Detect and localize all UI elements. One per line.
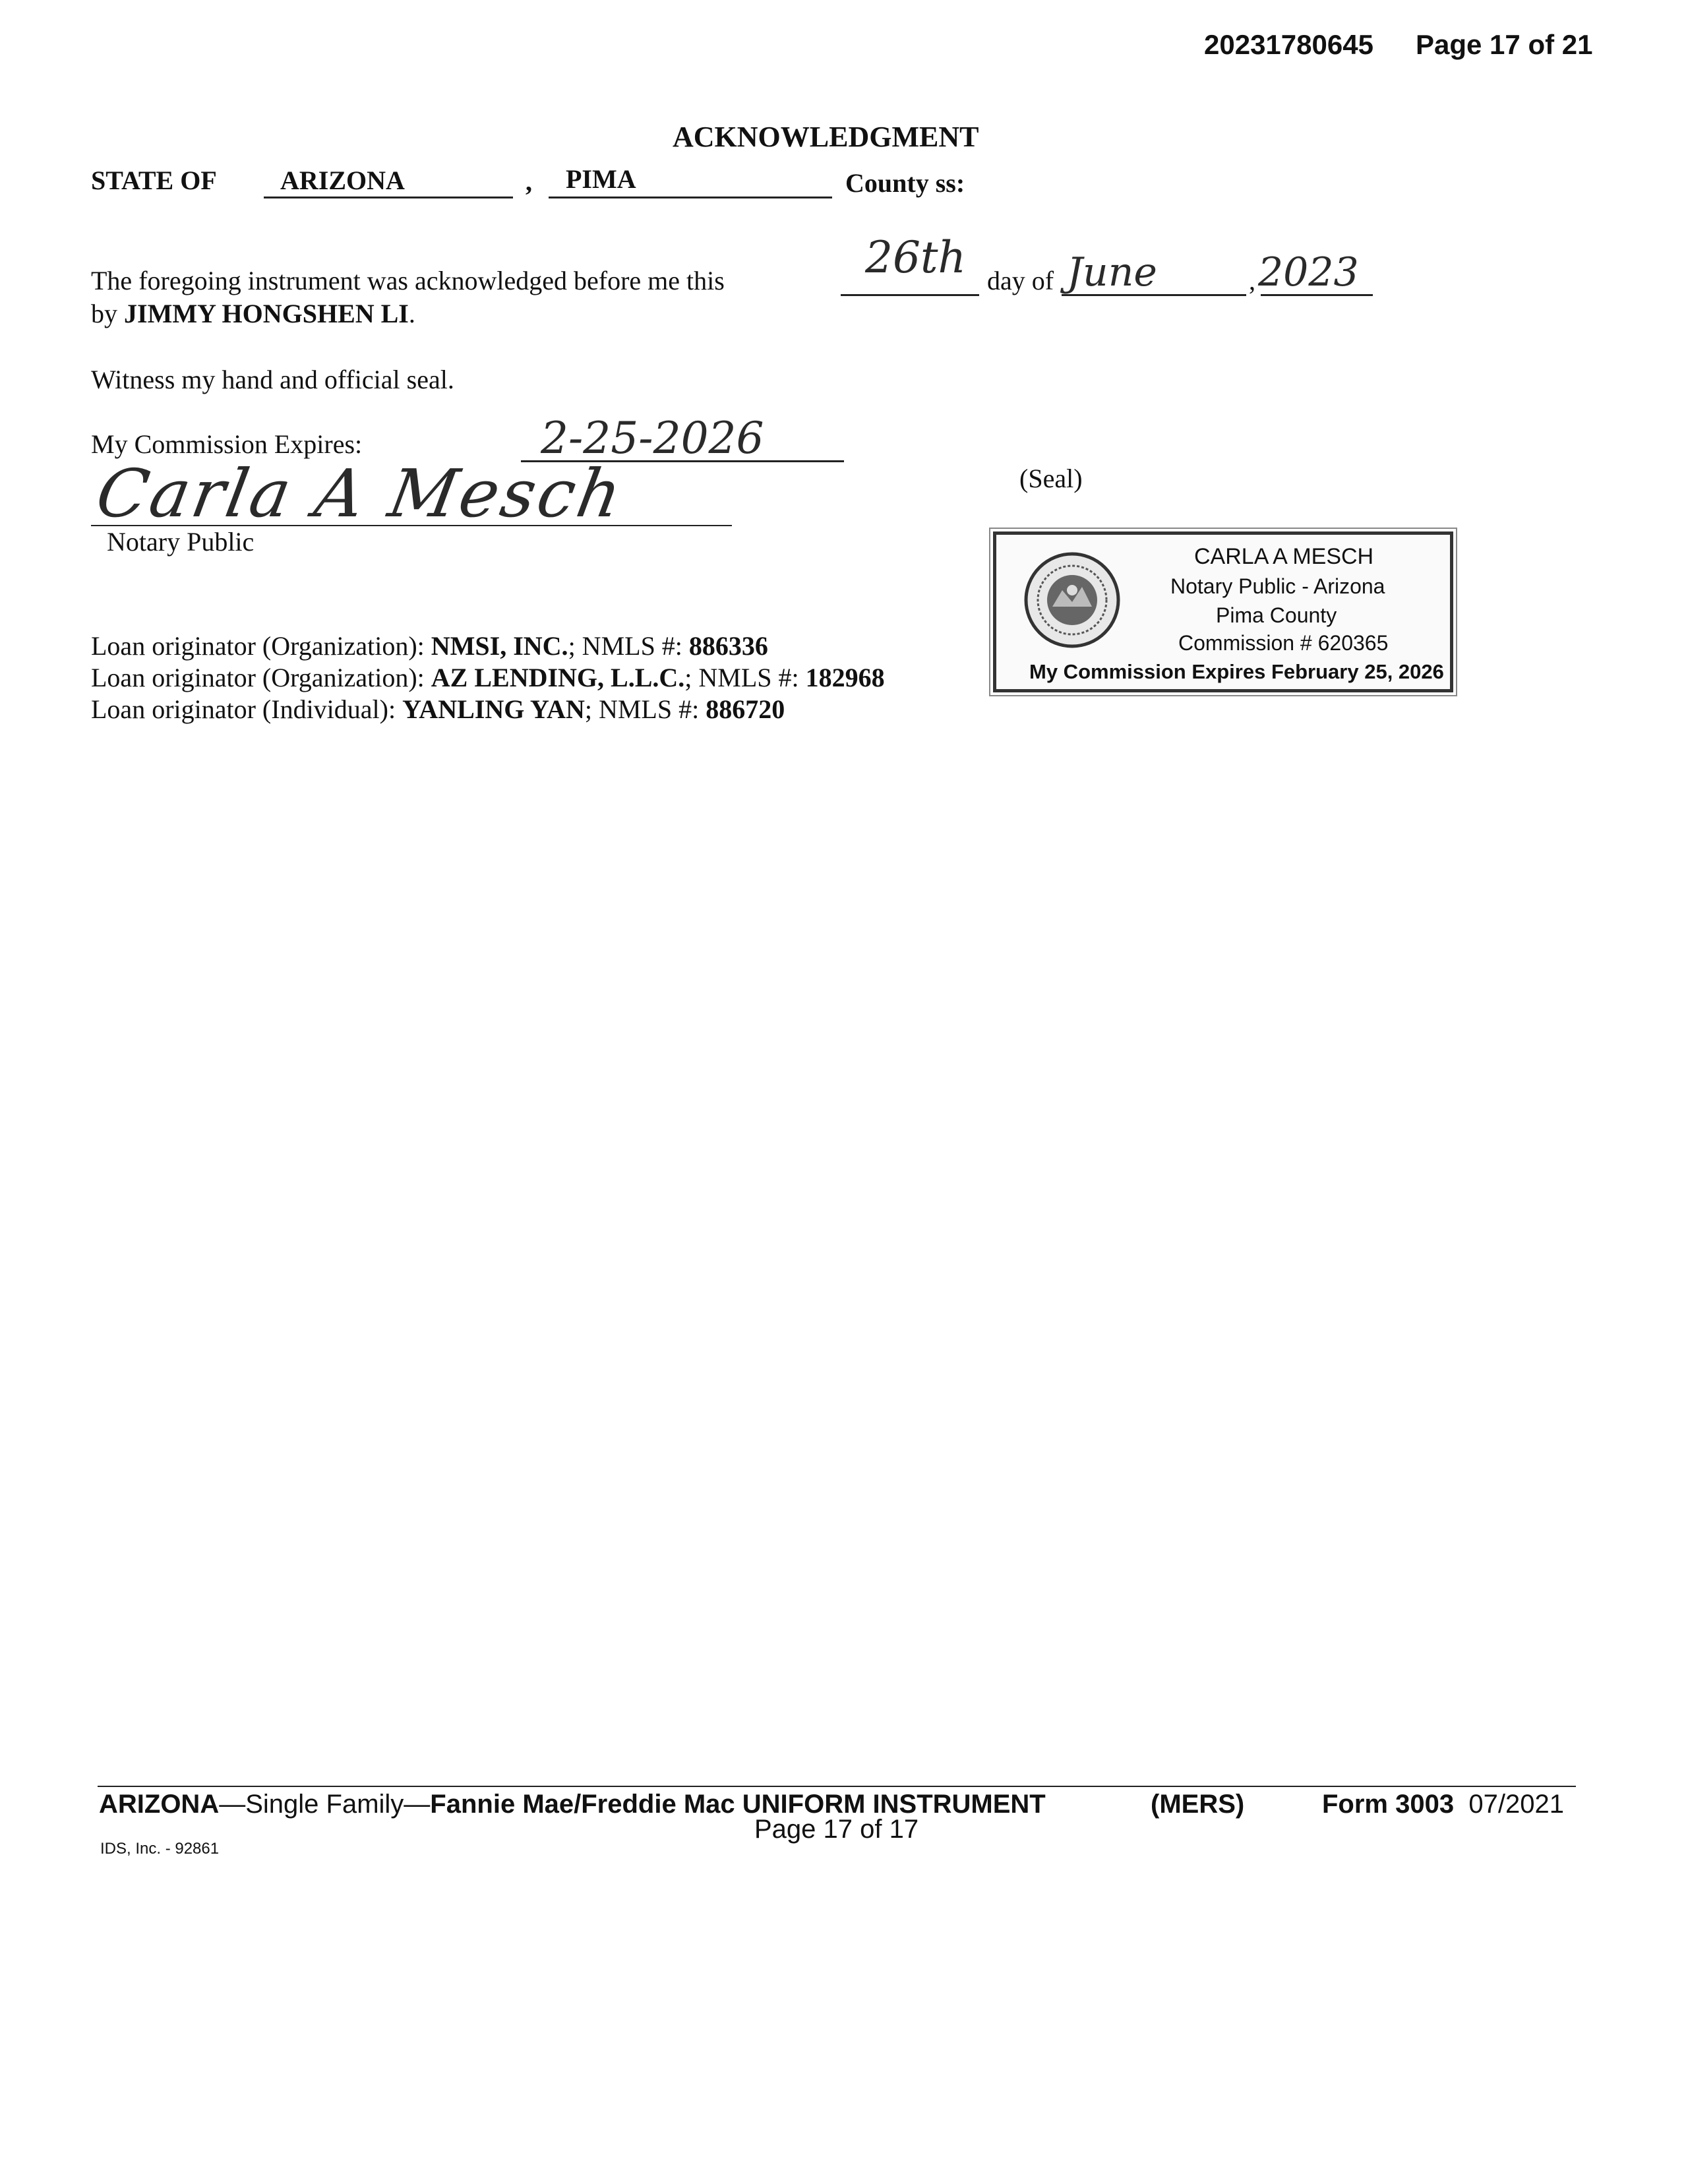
page-indicator: Page 17 of 21 bbox=[1416, 29, 1593, 60]
stamp-title: Notary Public - Arizona bbox=[1170, 574, 1385, 598]
state-underline bbox=[264, 197, 513, 198]
originator-name: AZ LENDING, L.L.C. bbox=[431, 663, 685, 692]
stamp-commission: Commission # 620365 bbox=[1178, 631, 1389, 655]
footer-single-family: —Single Family— bbox=[219, 1790, 431, 1819]
footer-page: Page 17 of 17 bbox=[754, 1815, 919, 1844]
acknowledgment-title: ACKNOWLEDGMENT bbox=[673, 121, 979, 153]
footer-mers: (MERS) bbox=[1151, 1790, 1245, 1819]
day-of-text: day of bbox=[987, 266, 1054, 295]
witness-text: Witness my hand and official seal. bbox=[91, 365, 454, 394]
county-underline bbox=[549, 197, 832, 198]
seal-label: (Seal) bbox=[1019, 464, 1083, 493]
footer-state: ARIZONA bbox=[99, 1790, 220, 1819]
footer-form bbox=[1322, 1790, 1564, 1819]
footer-ids: IDS, Inc. - 92861 bbox=[100, 1840, 220, 1858]
day-underline bbox=[841, 294, 979, 296]
footer-instrument: Fannie Mae/Freddie Mac UNIFORM INSTRUMENT bbox=[430, 1790, 1046, 1819]
state-label: STATE OF bbox=[91, 166, 217, 195]
by-suffix: . bbox=[408, 299, 415, 328]
originator-label: Loan originator (Individual): bbox=[91, 694, 396, 724]
stamp-expires: My Commission Expires February 25, 2026 bbox=[1029, 660, 1444, 683]
state-seal-icon bbox=[1023, 551, 1122, 650]
year-comma: , bbox=[1249, 266, 1255, 295]
originator-sep: ; NMLS #: bbox=[568, 631, 682, 661]
loan-originator-row bbox=[91, 694, 785, 725]
state-value: ARIZONA bbox=[280, 166, 405, 195]
notary-stamp bbox=[993, 531, 1453, 692]
stamp-county: Pima County bbox=[1216, 603, 1337, 627]
originator-sep: ; NMLS #: bbox=[684, 663, 799, 692]
month-underline bbox=[1062, 294, 1246, 296]
notary-signature: Carla A Mesch bbox=[90, 455, 630, 532]
originator-name: YANLING YAN bbox=[402, 694, 585, 724]
county-value: PIMA bbox=[566, 164, 636, 194]
document-number: 20231780645 bbox=[1204, 29, 1373, 60]
footer-form-date: 07/2021 bbox=[1468, 1790, 1564, 1819]
commission-label: My Commission Expires: bbox=[91, 429, 363, 459]
stamp-name: CARLA A MESCH bbox=[1194, 544, 1374, 569]
footer-rule bbox=[98, 1786, 1576, 1787]
year-underline bbox=[1261, 294, 1373, 296]
county-label: County ss: bbox=[845, 168, 965, 198]
loan-originator-row bbox=[91, 662, 885, 693]
originator-nmls: 886720 bbox=[706, 694, 785, 724]
notary-public-label: Notary Public bbox=[107, 527, 255, 557]
by-name: JIMMY HONGSHEN LI bbox=[124, 299, 409, 328]
originator-label: Loan originator (Organization): bbox=[91, 631, 425, 661]
originator-name: NMSI, INC. bbox=[431, 631, 568, 661]
commission-value: 2-25-2026 bbox=[541, 413, 764, 464]
originator-nmls: 182968 bbox=[805, 663, 885, 692]
footer-form-number: Form 3003 bbox=[1322, 1790, 1455, 1819]
by-line bbox=[91, 298, 415, 329]
state-comma: , bbox=[526, 167, 532, 197]
year-value: 2023 bbox=[1258, 249, 1359, 295]
loan-originator-row bbox=[91, 630, 768, 661]
originator-label: Loan originator (Organization): bbox=[91, 663, 425, 692]
originator-nmls: 886336 bbox=[688, 631, 768, 661]
month-value: June bbox=[1067, 249, 1157, 295]
foregoing-text: The foregoing instrument was acknowledged before me this bbox=[91, 266, 725, 295]
day-value: 26th bbox=[865, 232, 967, 283]
originator-sep: ; NMLS #: bbox=[584, 694, 700, 724]
by-prefix: by bbox=[91, 299, 117, 328]
